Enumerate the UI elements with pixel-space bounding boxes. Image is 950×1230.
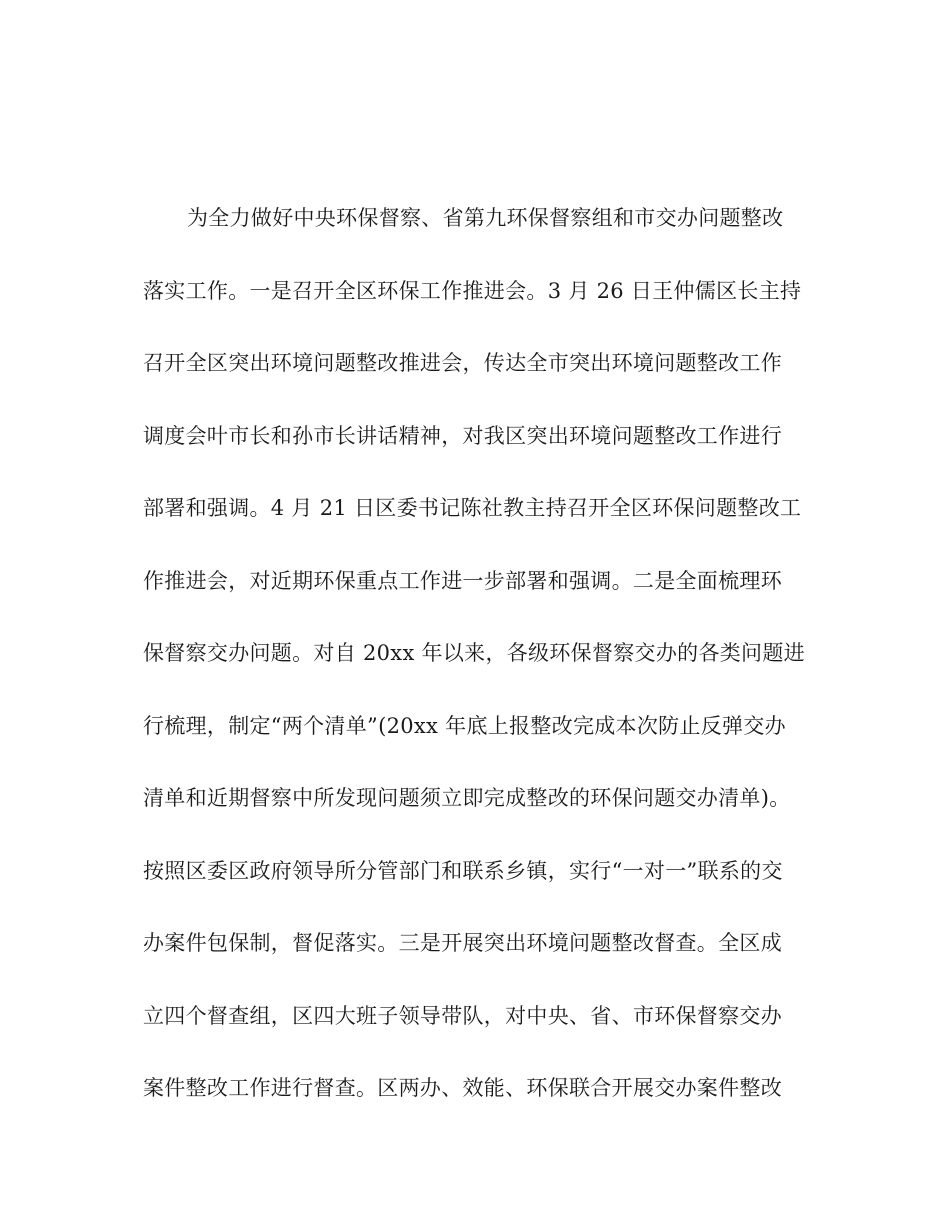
- paragraph-line: 按照区委区政府领导所分管部门和联系乡镇，实行“一对一”联系的交: [143, 858, 783, 883]
- paragraph-line: 召开全区突出环境问题整改推进会，传达全市突出环境问题整改工作: [143, 351, 782, 375]
- body-paragraph: [143, 195, 823, 1138]
- paragraph-line: 保督察交办问题。对自 20xx 年以来，各级环保督察交办的各类问题进: [143, 641, 805, 665]
- paragraph-line: 为全力做好中央环保督察、省第九环保督察组和市交办问题整改: [187, 206, 784, 230]
- paragraph-line: 调度会叶市长和孙市长讲话精神，对我区突出环境问题整改工作进行: [143, 423, 782, 448]
- paragraph-line: 办案件包保制，督促落实。三是开展突出环境问题整改督查。全区成: [143, 931, 782, 955]
- paragraph-line: 落实工作。一是召开全区环保工作推进会。3 月 26 日王仲儒区长主持: [143, 278, 802, 303]
- paragraph-line: 案件整改工作进行督查。区两办、效能、环保联合开展交办案件整改: [143, 1076, 782, 1100]
- paragraph-line: 部署和强调。4 月 21 日区委书记陈社教主持召开全区环保问题整改工: [143, 496, 802, 520]
- paragraph-line: 清单和近期督察中所发现问题须立即完成整改的环保问题交办清单)。: [143, 786, 791, 810]
- paragraph-line: 行梳理，制定“两个清单”(20xx 年底上报整改完成本次防止反弹交办: [143, 713, 786, 738]
- paragraph-line: 作推进会，对近期环保重点工作进一步部署和强调。二是全面梳理环: [143, 568, 782, 593]
- paragraph-line: 立四个督查组，区四大班子领导带队，对中央、省、市环保督察交办: [143, 1003, 782, 1028]
